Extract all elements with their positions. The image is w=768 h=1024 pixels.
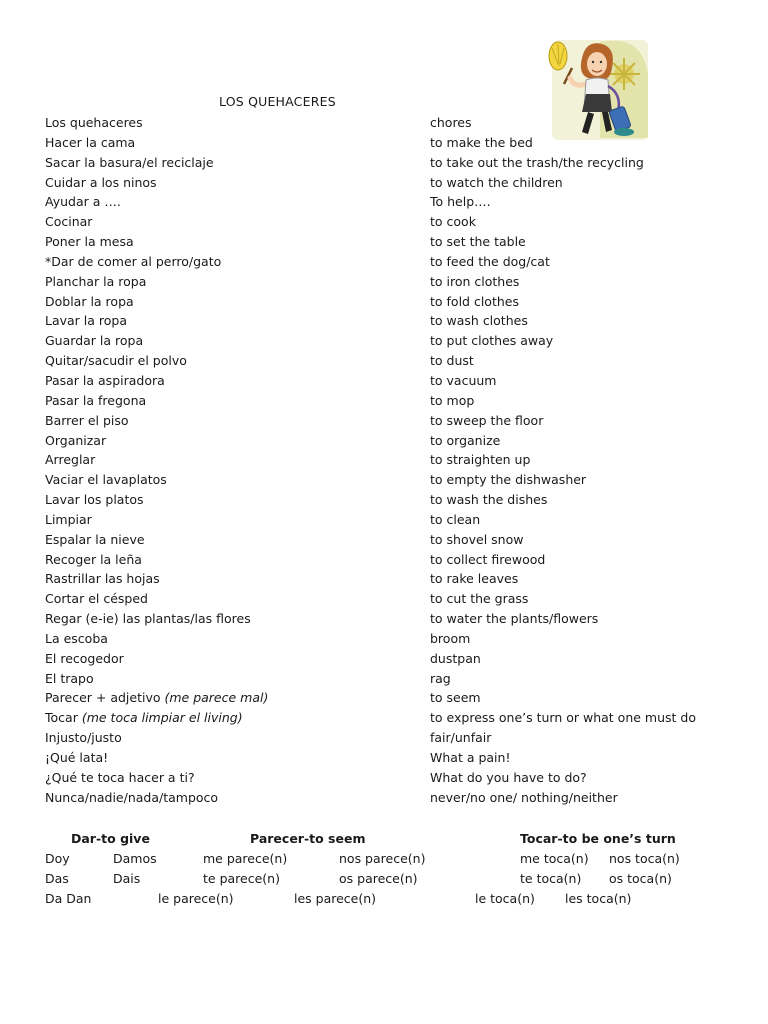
spanish-text: Organizar <box>45 432 107 448</box>
spanish-term <box>45 550 142 570</box>
vocab-row <box>0 173 768 193</box>
conjugation-headers <box>0 829 768 849</box>
spanish-text: Regar (e-ie) las plantas/las flores <box>45 611 251 627</box>
spanish-text: Cuidar a los ninos <box>45 174 157 190</box>
vocab-row <box>0 411 768 431</box>
spanish-text: Vaciar el lavaplatos <box>45 472 167 488</box>
spanish-text: Lavar los platos <box>45 492 144 508</box>
vocab-row <box>0 272 768 292</box>
english-translation: to iron clothes <box>430 273 520 289</box>
header-parecer: Parecer-to seem <box>250 831 366 846</box>
spanish-term <box>45 252 221 272</box>
spanish-term <box>45 212 92 232</box>
spanish-term <box>45 311 127 331</box>
spanish-text: Nunca/nadie/nada/tampoco <box>45 789 219 805</box>
english-translation: to sweep the floor <box>430 412 544 428</box>
spanish-term <box>45 431 106 451</box>
vocab-row <box>0 470 768 490</box>
spanish-term <box>45 192 121 212</box>
vocab-row <box>0 351 768 371</box>
spanish-term <box>45 589 148 609</box>
spanish-term <box>45 768 195 788</box>
spanish-text: Hacer la cama <box>45 134 136 150</box>
tocar-le: le toca(n) <box>475 890 535 906</box>
spanish-term <box>45 609 251 629</box>
spanish-term <box>45 490 144 510</box>
spanish-term <box>45 133 135 153</box>
english-translation: to watch the children <box>430 174 563 190</box>
spanish-term <box>45 728 122 748</box>
spanish-term <box>45 173 157 193</box>
english-translation: to fold clothes <box>430 293 519 309</box>
spanish-term <box>45 272 146 292</box>
english-translation: to rake leaves <box>430 571 519 587</box>
spanish-text: Lavar la ropa <box>45 313 128 329</box>
tocar-os: os toca(n) <box>609 870 672 886</box>
english-translation: to vacuum <box>430 372 497 388</box>
spanish-text: Rastrillar las hojas <box>45 571 160 587</box>
spanish-text: Pasar la fregona <box>45 392 147 408</box>
spanish-text: Ayudar a …. <box>45 194 121 210</box>
spanish-term <box>45 232 134 252</box>
parecer-les: les parece(n) <box>294 890 377 906</box>
spanish-term <box>45 748 108 768</box>
dar-el-ellos: Da Dan <box>45 890 92 906</box>
spanish-term <box>45 331 143 351</box>
spanish-term <box>45 470 167 490</box>
english-translation: What do you have to do? <box>430 769 587 785</box>
spanish-term <box>45 371 165 391</box>
english-translation: to set the table <box>430 234 526 250</box>
spanish-text: *Dar de comer al perro/gato <box>45 253 222 269</box>
example-phrase: (me parece mal) <box>164 690 269 706</box>
english-translation: chores <box>430 115 472 130</box>
spanish-text: La escoba <box>45 630 108 646</box>
spanish-text: Planchar la ropa <box>45 273 147 289</box>
english-translation: to straighten up <box>430 452 531 468</box>
spanish-text: Espalar la nieve <box>45 531 145 547</box>
spanish-text: Doblar la ropa <box>45 293 134 309</box>
vocab-row <box>0 748 768 768</box>
conjugation-row <box>0 849 768 869</box>
english-translation: to wash the dishes <box>430 492 548 508</box>
spanish-term <box>45 510 92 530</box>
vocab-row <box>0 450 768 470</box>
spanish-term <box>45 351 187 371</box>
english-translation: to cut the grass <box>430 591 529 607</box>
vocab-row <box>0 311 768 331</box>
vocab-row <box>0 431 768 451</box>
spanish-text: Quitar/sacudir el polvo <box>45 353 187 369</box>
spanish-text: Tocar <box>45 710 78 726</box>
conjugation-row <box>0 889 768 909</box>
vocab-row <box>0 153 768 173</box>
spanish-term <box>45 688 268 708</box>
spanish-text: ¡Qué lata! <box>45 750 109 765</box>
english-translation: to organize <box>430 432 501 448</box>
parecer-me: me parece(n) <box>203 851 288 866</box>
spanish-text: ¿Qué te toca hacer a ti? <box>45 769 195 785</box>
english-translation: to seem <box>430 690 481 706</box>
parecer-nos: nos parece(n) <box>339 851 426 866</box>
header-tocar: Tocar-to be one’s turn <box>520 831 676 846</box>
spanish-term <box>45 629 108 649</box>
vocab-row <box>0 629 768 649</box>
vocab-row <box>0 530 768 550</box>
spanish-term <box>45 708 243 728</box>
english-translation: to shovel snow <box>430 531 524 547</box>
vocab-row <box>0 728 768 748</box>
spanish-term <box>45 411 129 431</box>
spanish-term <box>45 292 134 312</box>
vocab-row <box>0 788 768 808</box>
english-translation: to water the plants/flowers <box>430 611 599 627</box>
vocab-row <box>0 669 768 689</box>
english-translation: broom <box>430 630 471 646</box>
vocab-row <box>0 133 768 153</box>
english-translation: to cook <box>430 214 476 230</box>
vocab-row <box>0 113 768 133</box>
spanish-text: Injusto/justo <box>45 730 122 746</box>
spanish-text: Pasar la aspiradora <box>45 372 165 388</box>
header-dar: Dar-to give <box>71 831 150 846</box>
tocar-me: me toca(n) <box>520 851 589 866</box>
vocab-row <box>0 550 768 570</box>
tocar-nos: nos toca(n) <box>609 851 680 866</box>
dar-nosotros: Damos <box>113 851 157 866</box>
vocab-row <box>0 192 768 212</box>
english-translation: rag <box>430 670 451 686</box>
spanish-text: El recogedor <box>45 650 124 666</box>
vocab-row <box>0 292 768 312</box>
spanish-term <box>45 153 214 173</box>
english-translation: To help…. <box>430 194 491 210</box>
conjugation-row <box>0 869 768 889</box>
tocar-te: te toca(n) <box>520 870 582 886</box>
vocab-row <box>0 252 768 272</box>
english-translation: never/no one/ nothing/neither <box>430 789 618 805</box>
vocabulary-list <box>0 113 768 808</box>
spanish-term <box>45 569 160 589</box>
english-translation: to express one’s turn or what one must do <box>430 710 696 726</box>
english-translation: to put clothes away <box>430 333 554 349</box>
spanish-text: El trapo <box>45 670 94 686</box>
dar-tu: Das <box>45 870 69 886</box>
spanish-text: Sacar la basura/el reciclaje <box>45 154 214 170</box>
english-translation: to empty the dishwasher <box>430 472 587 488</box>
vocab-row <box>0 569 768 589</box>
parecer-te: te parece(n) <box>203 870 280 886</box>
english-translation: to make the bed <box>430 134 533 150</box>
spanish-text: Barrer el piso <box>45 412 129 428</box>
english-translation: dustpan <box>430 650 481 666</box>
example-phrase: (me toca limpiar el living) <box>81 710 243 726</box>
spanish-text: Poner la mesa <box>45 234 134 250</box>
spanish-text: Los quehaceres <box>45 115 143 130</box>
vocab-row <box>0 232 768 252</box>
vocab-row <box>0 649 768 669</box>
spanish-term <box>45 391 146 411</box>
spanish-term <box>45 113 143 133</box>
spanish-term <box>45 649 124 669</box>
spanish-term <box>45 450 95 470</box>
vocab-row <box>0 490 768 510</box>
vocab-row <box>0 331 768 351</box>
english-translation: to feed the dog/cat <box>430 253 550 269</box>
parecer-os: os parece(n) <box>339 870 418 886</box>
english-translation: to mop <box>430 392 475 408</box>
vocab-row <box>0 609 768 629</box>
dar-vosotros: Dais <box>113 870 141 886</box>
english-translation: fair/unfair <box>430 730 492 746</box>
english-translation: to collect firewood <box>430 551 546 567</box>
vocab-row <box>0 391 768 411</box>
english-translation: What a pain! <box>430 750 511 765</box>
spanish-text: Recoger la leña <box>45 551 142 567</box>
english-translation: to wash clothes <box>430 313 528 329</box>
spanish-text: Parecer + adjetivo <box>45 690 161 706</box>
english-translation: to take out the trash/the recycling <box>430 154 644 170</box>
vocab-row <box>0 708 768 728</box>
spanish-text: Cortar el césped <box>45 591 148 607</box>
english-translation: to clean <box>430 511 481 527</box>
conjugation-table <box>0 829 768 908</box>
spanish-text: Guardar la ropa <box>45 333 144 349</box>
vocab-row <box>0 212 768 232</box>
vocab-row <box>0 510 768 530</box>
spanish-text: Arreglar <box>45 452 96 468</box>
spanish-term <box>45 788 218 808</box>
vocab-row <box>0 371 768 391</box>
spanish-term <box>45 669 94 689</box>
spanish-text: Limpiar <box>45 511 92 527</box>
vocab-row <box>0 589 768 609</box>
page-title: LOS QUEHACERES <box>219 94 336 109</box>
english-translation: to dust <box>430 353 474 369</box>
spanish-text: Cocinar <box>45 214 93 230</box>
tocar-les: les toca(n) <box>565 890 632 906</box>
vocab-row <box>0 688 768 708</box>
parecer-le: le parece(n) <box>158 890 234 906</box>
spanish-term <box>45 530 145 550</box>
dar-yo: Doy <box>45 851 70 866</box>
vocab-row <box>0 768 768 788</box>
